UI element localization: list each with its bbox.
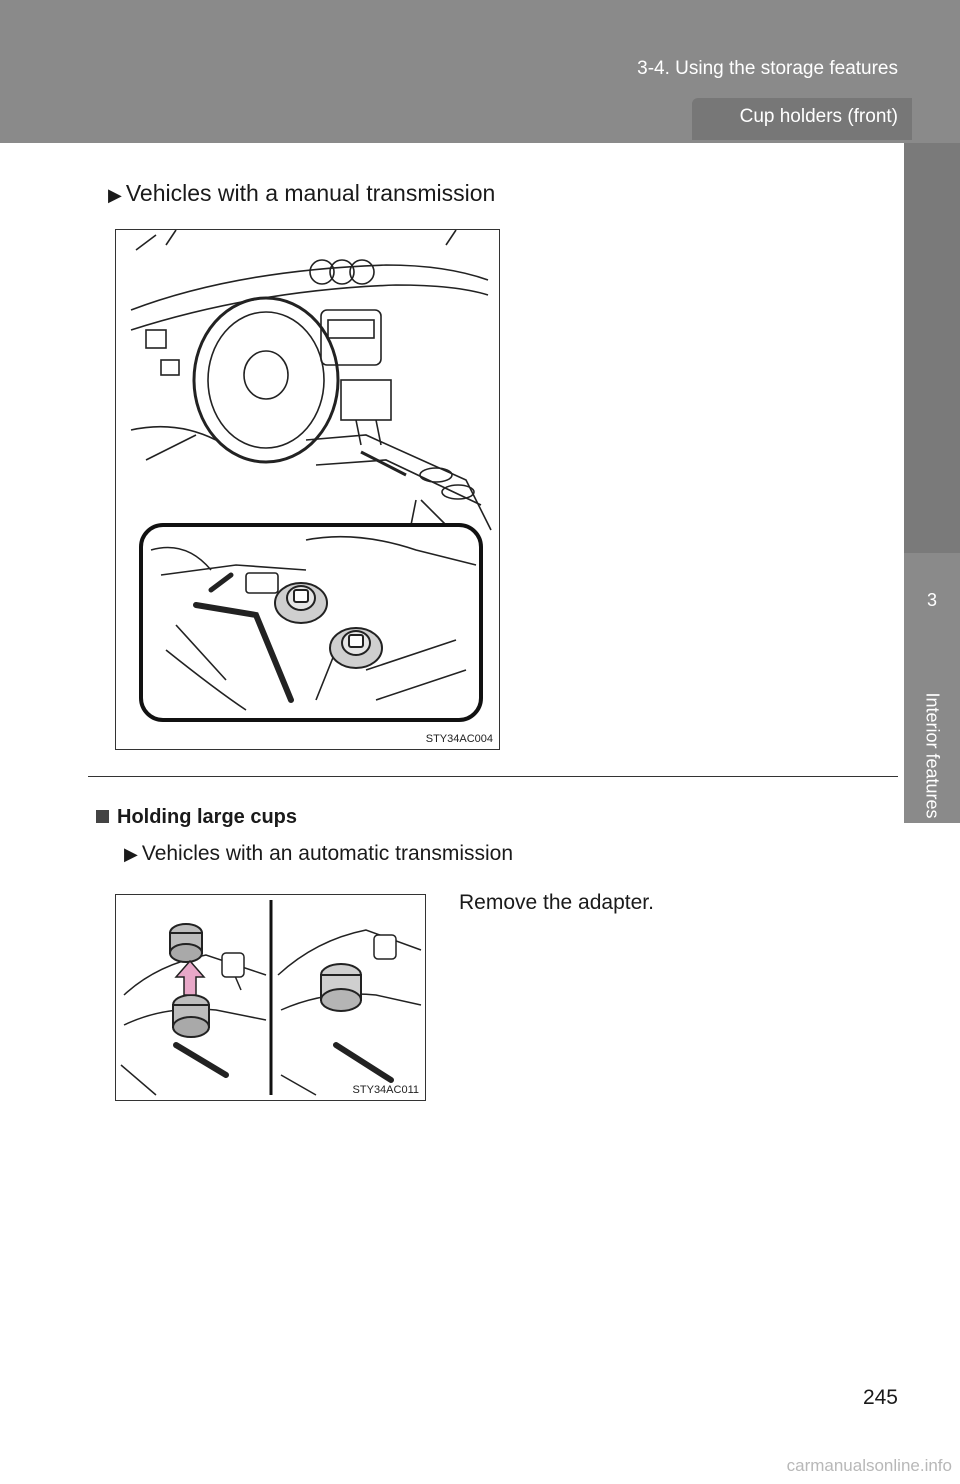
square-bullet-icon (96, 810, 109, 823)
header-subsection-title: Cup holders (front) (739, 106, 898, 127)
triangle-bullet-icon: ▶ (124, 844, 138, 864)
adapter-removal-figure (115, 894, 426, 1101)
page-number: 245 (862, 1386, 898, 1409)
automatic-transmission-heading-text: Vehicles with an automatic transmission (141, 842, 514, 865)
automatic-transmission-heading (124, 842, 513, 866)
adapter-illustration (116, 895, 425, 1100)
manual-transmission-heading (108, 180, 495, 207)
manual-console-figure (115, 229, 500, 750)
remove-adapter-instruction: Remove the adapter. (459, 891, 654, 914)
dashboard-illustration (116, 230, 499, 749)
section-divider (88, 776, 898, 777)
manual-transmission-heading-text: Vehicles with a manual transmission (125, 180, 496, 206)
chapter-number: 3 (926, 590, 937, 610)
triangle-bullet-icon: ▶ (108, 185, 122, 205)
pink-up-arrow-icon (176, 961, 204, 995)
figure-code-adapter: STY34AC011 (352, 1084, 419, 1096)
large-cups-heading (96, 806, 297, 829)
header-section-title: 3-4. Using the storage features (637, 58, 898, 79)
large-cups-heading-text: Holding large cups (117, 806, 298, 828)
chapter-side-tab-upper (904, 143, 960, 553)
figure-code-manual: STY34AC004 (425, 733, 493, 745)
chapter-title-wrapper (892, 680, 960, 830)
watermark-text: carmanualsonline.info (786, 1456, 952, 1475)
chapter-title: Interior features (922, 691, 943, 819)
